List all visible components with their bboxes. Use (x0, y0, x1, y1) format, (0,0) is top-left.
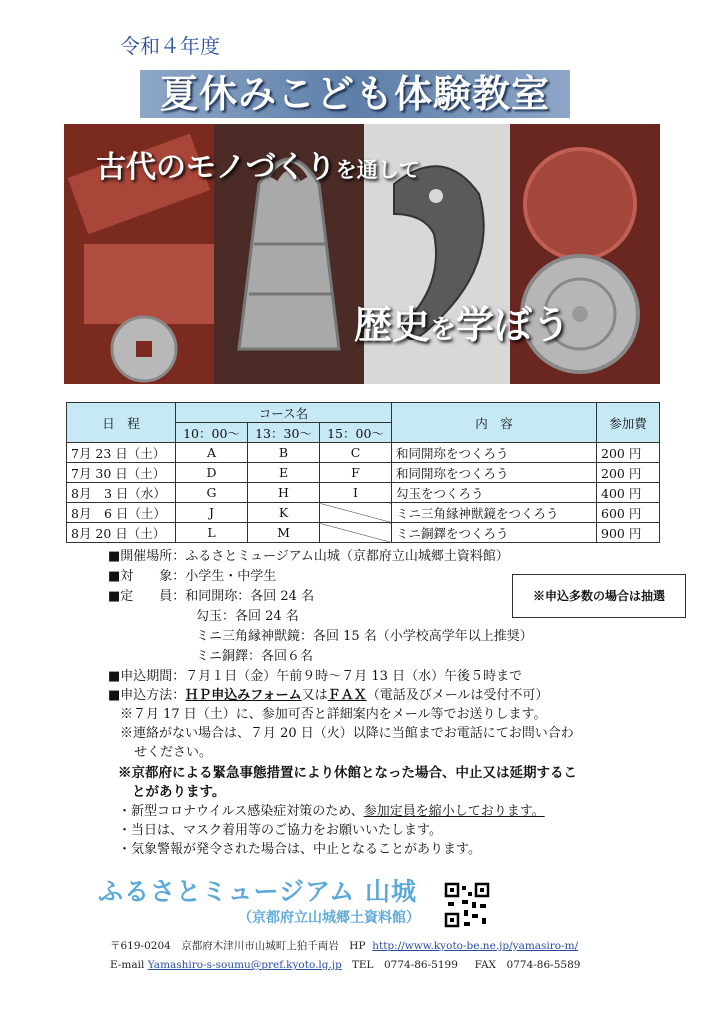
bullet-covid-text: ・新型コロナウイルス感染症対策のため、 (118, 804, 364, 819)
row-content: ミニ銅鐸をつくろう (392, 523, 597, 543)
info-target: ■対 象：小学生・中学生 (108, 569, 277, 584)
course-i: I (320, 483, 392, 503)
course-d: D (176, 463, 248, 483)
empty-course-slash (320, 523, 392, 543)
bullet-mask: ・当日は、マスク着用等のご協力をお願いいたします。 (118, 823, 442, 838)
table-row (67, 523, 660, 543)
note-contact-cont: せください。 (134, 745, 213, 760)
header-time-2: 13：30〜 (248, 423, 320, 443)
header-fee: 参加費 (597, 403, 660, 443)
info-capacity-magatama: 勾玉：各回 24 名 (196, 609, 299, 624)
note-contact: ※連絡がない場合は、７月 20 日（火）以降に当館までお電話にてお問い合わ (120, 726, 574, 741)
info-capacity-bell: ミニ銅鐸：各回６名 (196, 649, 314, 664)
hp-form-link[interactable]: ＨＰ申込みフォーム (185, 688, 302, 703)
method-label: ■申込方法： (108, 688, 186, 703)
method-or: 又は (301, 688, 328, 703)
info-period: ■申込期間：７月１日（金）午前９時〜７月 13 日（水）午後５時まで (108, 669, 523, 684)
lottery-notice: ※申込多数の場合は抽選 (512, 574, 686, 618)
museum-logo: ふるさとミュージアム 山城 (98, 877, 417, 906)
year-label: 令和４年度 (120, 34, 220, 58)
course-m: M (248, 523, 320, 543)
schedule-table (66, 402, 660, 543)
row-fee: 600 円 (597, 503, 660, 523)
course-k: K (248, 503, 320, 523)
page-title: 夏休みこども体験教室 (140, 70, 570, 118)
header-content: 内 容 (392, 403, 597, 443)
table-row (67, 483, 660, 503)
banner-image (64, 124, 660, 384)
row-fee: 200 円 (597, 463, 660, 483)
course-g: G (176, 483, 248, 503)
header-course: コース名 (176, 403, 392, 423)
table-row (67, 443, 660, 463)
tel-text: TEL 0774-86-5199 (351, 959, 458, 971)
info-capacity-mirror: ミニ三角縁神獣鏡：各回 15 名（小学校高学年以上推奨） (196, 629, 533, 644)
address-text: 〒619-0204 京都府木津川市山城町上狛千両岩 HP (110, 940, 366, 952)
info-method (108, 686, 548, 706)
table-row (67, 463, 660, 483)
row-fee: 900 円 (597, 523, 660, 543)
course-a: A (176, 443, 248, 463)
hp-link[interactable]: http://www.kyoto-be.ne.jp/yamasiro-m/ (372, 940, 579, 952)
row-content: ミニ三角縁神獣鏡をつくろう (392, 503, 597, 523)
info-venue: ■開催場所：ふるさとミュージアム山城（京都府立山城郷土資料館） (108, 549, 509, 564)
qr-code-icon[interactable] (444, 882, 490, 928)
bullet-covid-underlined: 参加定員を縮小しております。 (363, 804, 545, 819)
museum-subtitle: （京都府立山城郷土資料館） (238, 910, 420, 926)
method-note: （電話及びメールは受付不可） (366, 688, 549, 703)
row-content: 和同開珎をつくろう (392, 463, 597, 483)
note-emergency-cont: とがあります。 (132, 784, 226, 800)
course-e: E (248, 463, 320, 483)
email-label: E-mail (110, 959, 145, 971)
empty-course-slash (320, 503, 392, 523)
table-row (67, 503, 660, 523)
course-j: J (176, 503, 248, 523)
banner-heading-2: 歴史を学ぼう (354, 303, 571, 347)
banner-heading-1: 古代のモノづくりを通して (96, 150, 420, 185)
row-date: 7月 30 日（土） (67, 463, 176, 483)
row-date: 8月 20 日（土） (67, 523, 176, 543)
bullet-weather: ・気象警報が発令された場合は、中止となることがあります。 (118, 842, 481, 857)
info-capacity: ■定 員：和同開珎：各回 24 名 (108, 589, 315, 604)
footer-address-line (110, 938, 578, 953)
header-time-1: 10：00〜 (176, 423, 248, 443)
row-date: 8月 3 日（水） (67, 483, 176, 503)
row-fee: 400 円 (597, 483, 660, 503)
course-c: C (320, 443, 392, 463)
course-l: L (176, 523, 248, 543)
footer-contact-line (110, 957, 580, 972)
row-date: 7月 23 日（土） (67, 443, 176, 463)
row-date: 8月 6 日（土） (67, 503, 176, 523)
row-content: 勾玉をつくろう (392, 483, 597, 503)
email-link[interactable]: Yamashiro-s-soumu@pref.kyoto.lg.jp (147, 959, 342, 971)
course-h: H (248, 483, 320, 503)
fax-text: ＦＡＸ (327, 688, 367, 703)
course-f: F (320, 463, 392, 483)
fax-number: FAX 0774-86-5589 (474, 959, 581, 971)
row-content: 和同開珎をつくろう (392, 443, 597, 463)
note-emergency: ※京都府による緊急事態措置により休館となった場合、中止又は延期するこ (118, 765, 577, 781)
bullet-covid (118, 802, 545, 822)
course-b: B (248, 443, 320, 463)
note-result-mail: ※７月 17 日（土）に、参加可否と詳細案内をメール等でお送りします。 (120, 707, 547, 722)
header-date: 日 程 (67, 403, 176, 443)
header-time-3: 15：00〜 (320, 423, 392, 443)
row-fee: 200 円 (597, 443, 660, 463)
